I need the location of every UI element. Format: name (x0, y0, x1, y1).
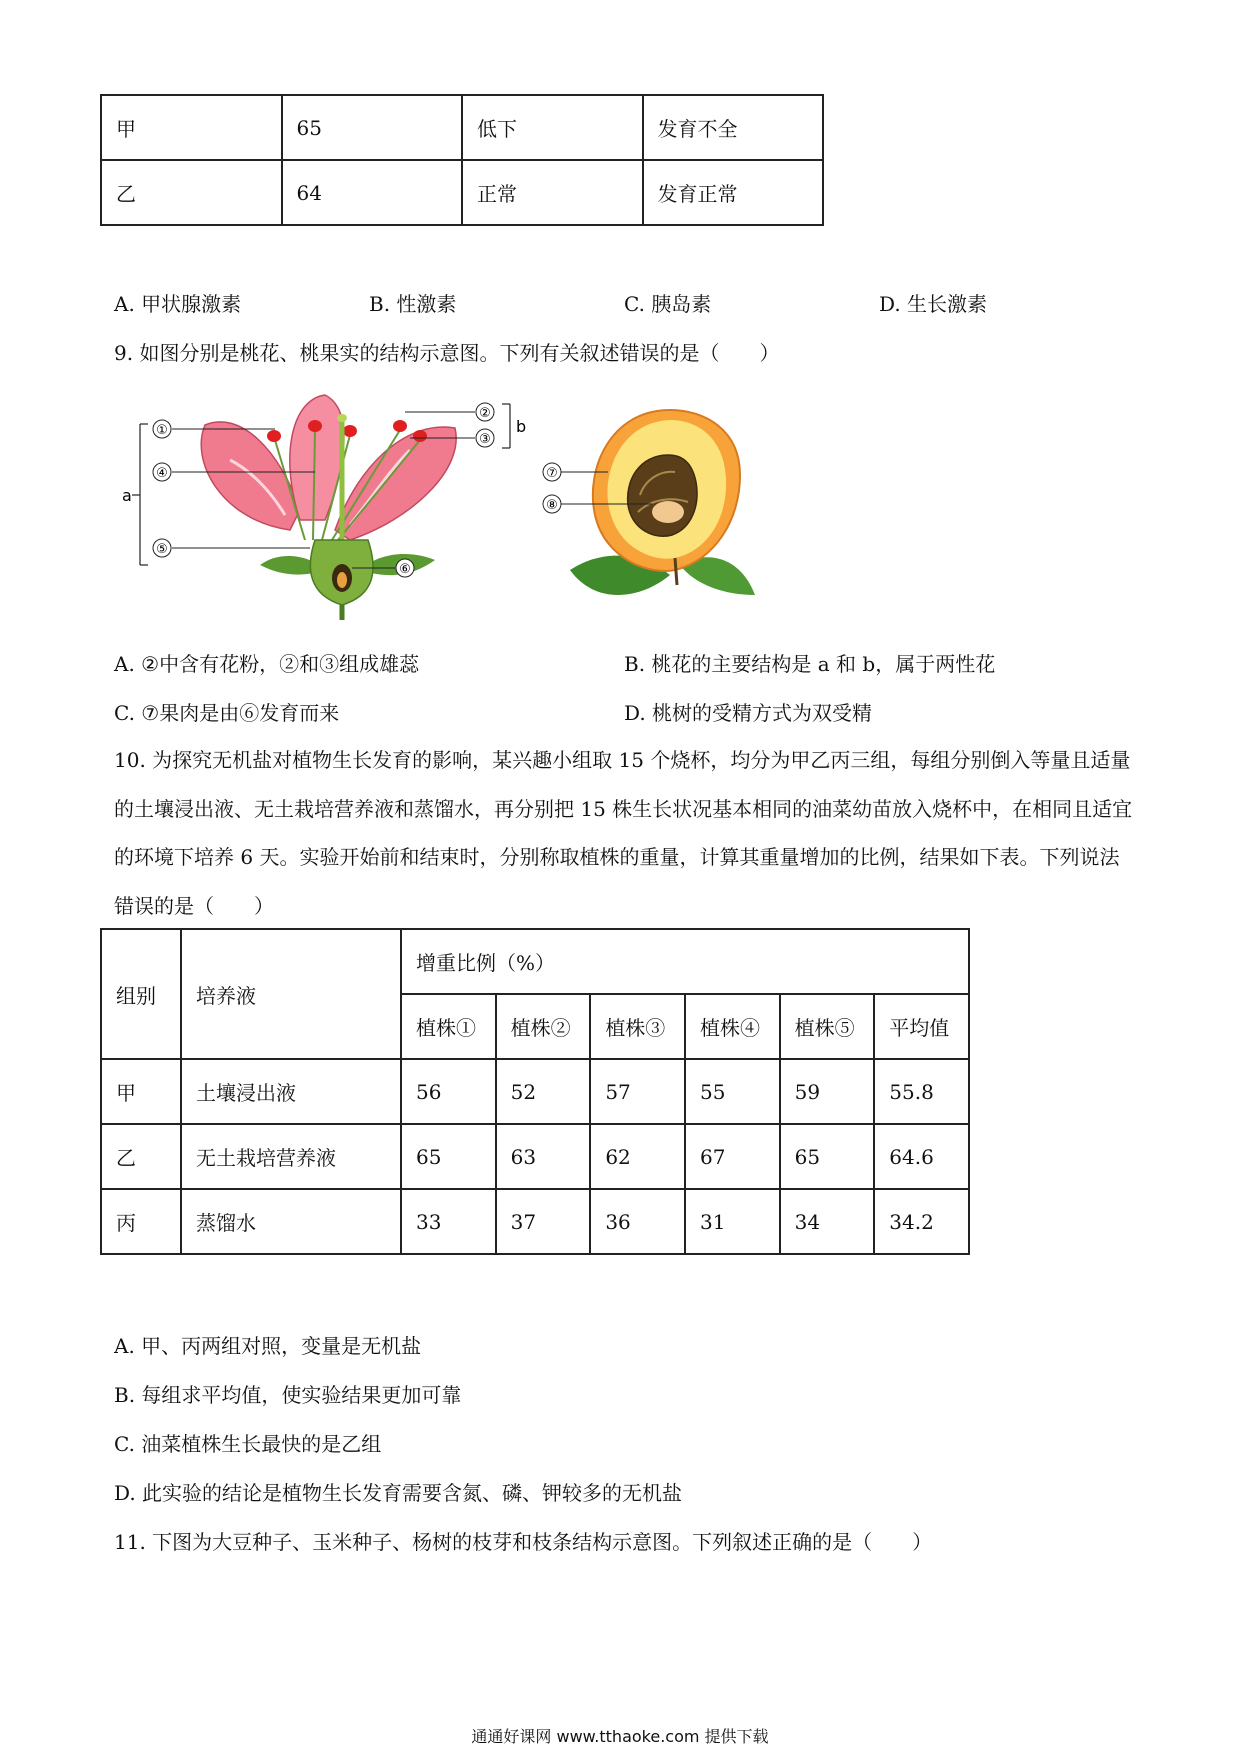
q9-option-b[interactable]: B. 桃花的主要结构是 a 和 b，属于两性花 (624, 652, 996, 676)
row-value: 36 (590, 1189, 685, 1254)
q10-option-a[interactable]: A. 甲、丙两组对照，变量是无机盐 (114, 1334, 422, 1358)
q10-option-b[interactable]: B. 每组求平均值，使实验结果更加可靠 (114, 1383, 462, 1407)
row-value: 37 (496, 1189, 591, 1254)
row-group: 甲 (101, 1059, 181, 1124)
table-cell: 乙 (101, 160, 282, 225)
label-7: ⑦ (546, 466, 558, 481)
table-row (101, 1189, 969, 1254)
row-group: 乙 (101, 1124, 181, 1189)
header-group: 组别 (101, 929, 181, 1059)
peach-flower-diagram (110, 390, 530, 620)
label-4: ④ (156, 466, 168, 481)
row-value: 62 (590, 1124, 685, 1189)
row-value: 63 (496, 1124, 591, 1189)
header-ratio: 增重比例（%） (401, 929, 969, 994)
table-header-row (101, 929, 969, 994)
row-medium: 土壤浸出液 (181, 1059, 401, 1124)
row-average: 64.6 (874, 1124, 969, 1189)
row-value: 56 (401, 1059, 496, 1124)
q8-option-a[interactable]: A. 甲状腺激素 (114, 292, 242, 316)
label-6: ⑥ (399, 562, 411, 577)
table-cell: 正常 (462, 160, 643, 225)
table-row (101, 160, 823, 225)
table-cell: 65 (282, 95, 463, 160)
row-value: 57 (590, 1059, 685, 1124)
row-value: 65 (780, 1124, 875, 1189)
row-average: 34.2 (874, 1189, 969, 1254)
subheader-plant-4: 植株④ (685, 994, 780, 1059)
row-average: 55.8 (874, 1059, 969, 1124)
q10-option-c[interactable]: C. 油菜植株生长最快的是乙组 (114, 1432, 382, 1456)
growth-table (100, 928, 970, 1255)
label-b: b (516, 417, 527, 436)
row-value: 33 (401, 1189, 496, 1254)
table-row (101, 1059, 969, 1124)
subheader-average: 平均值 (874, 994, 969, 1059)
label-1: ① (156, 423, 168, 438)
q8-option-b[interactable]: B. 性激素 (369, 292, 457, 316)
q9-stem: 9. 如图分别是桃花、桃果实的结构示意图。下列有关叙述错误的是（ ） (114, 341, 780, 365)
subheader-plant-2: 植株② (496, 994, 591, 1059)
table-cell: 低下 (462, 95, 643, 160)
row-value: 34 (780, 1189, 875, 1254)
row-value: 31 (685, 1189, 780, 1254)
row-value: 67 (685, 1124, 780, 1189)
row-value: 52 (496, 1059, 591, 1124)
q8-option-d[interactable]: D. 生长激素 (879, 292, 988, 316)
label-8: ⑧ (546, 498, 558, 513)
q9-option-c[interactable]: C. ⑦果肉是由⑥发育而来 (114, 701, 340, 725)
row-value: 65 (401, 1124, 496, 1189)
row-group: 丙 (101, 1189, 181, 1254)
subheader-plant-1: 植株① (401, 994, 496, 1059)
q10-option-d[interactable]: D. 此实验的结论是植物生长发育需要含氮、磷、钾较多的无机盐 (114, 1481, 683, 1505)
label-3: ③ (479, 432, 491, 447)
q9-option-a[interactable]: A. ②中含有花粉，②和③组成雄蕊 (114, 652, 420, 676)
label-a: a (122, 486, 132, 505)
table-cell: 发育不全 (643, 95, 824, 160)
table-row (101, 1124, 969, 1189)
table-cell: 发育正常 (643, 160, 824, 225)
subheader-plant-5: 植株⑤ (780, 994, 875, 1059)
header-medium: 培养液 (181, 929, 401, 1059)
footer: 通通好课网 www.tthaoke.com 提供下载 (471, 1727, 769, 1746)
row-medium: 蒸馏水 (181, 1189, 401, 1254)
q8-option-c[interactable]: C. 胰岛素 (624, 292, 712, 316)
hormone-table (100, 94, 824, 226)
table-row (101, 95, 823, 160)
q11-stem: 11. 下图为大豆种子、玉米种子、杨树的枝芽和枝条结构示意图。下列叙述正确的是（ ） (114, 1530, 933, 1554)
table-cell: 64 (282, 160, 463, 225)
row-value: 59 (780, 1059, 875, 1124)
q9-option-d[interactable]: D. 桃树的受精方式为双受精 (624, 701, 873, 725)
row-value: 55 (685, 1059, 780, 1124)
subheader-plant-3: 植株③ (590, 994, 685, 1059)
row-medium: 无土栽培营养液 (181, 1124, 401, 1189)
table-cell: 甲 (101, 95, 282, 160)
peach-fruit-diagram (540, 400, 760, 620)
label-5: ⑤ (156, 542, 168, 557)
label-2: ② (479, 406, 491, 421)
q10-stem: 10. 为探究无机盐对植物生长发育的影响，某兴趣小组取 15 个烧杯，均分为甲乙丙三组，每组分别倒入等量且适量的土壤浸出液、无土栽培营养液和蒸馏水，再分别把 15 株生长状况基本相同的油菜幼苗放入烧杯中，在相同且适宜的环境下培养 6 天。实验开始前和结束时，分别称取植株的重量，计算其重量增加的比例，结果如下表。下列说法错误的是（ ） (114, 748, 1133, 918)
